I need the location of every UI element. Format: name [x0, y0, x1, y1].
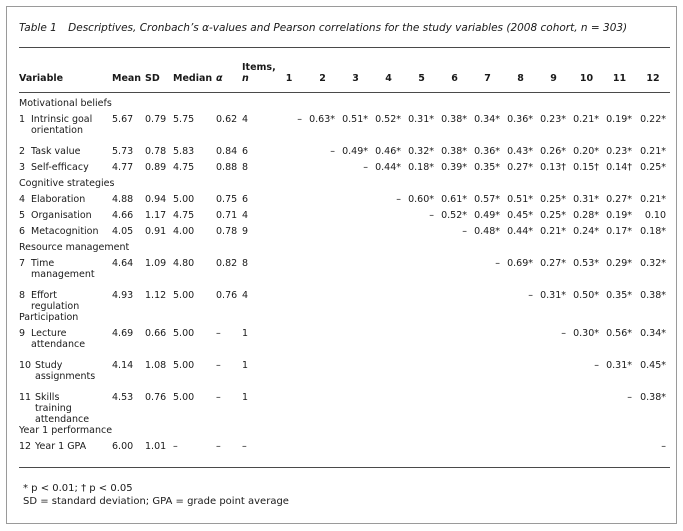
- table-row: [19, 290, 670, 312]
- variable-number: 4: [19, 194, 26, 205]
- corr-cell-7: [471, 441, 504, 457]
- items-cell: 6: [242, 146, 249, 157]
- corr-cell-8: [504, 328, 537, 360]
- correlation-table: [19, 62, 670, 457]
- corr-cell-11: 0.17*: [606, 226, 632, 237]
- table-row: [19, 328, 670, 360]
- footer-abbreviations: SD = standard deviation; GPA = grade point average: [23, 496, 289, 507]
- corr-cell-8: 0.36*: [507, 114, 533, 125]
- header-col-4: 4: [385, 73, 392, 84]
- corr-cell-12: 0.32*: [640, 258, 666, 269]
- corr-cell-9: 0.13†: [540, 162, 566, 173]
- corr-cell-5: –: [429, 210, 434, 221]
- items-cell: 8: [242, 258, 249, 269]
- corr-cell-8: [504, 441, 537, 457]
- header-col-12: 12: [646, 73, 660, 84]
- corr-cell-1: [272, 226, 306, 242]
- corr-cell-8: [504, 360, 537, 392]
- alpha-cell: 0.84: [216, 146, 238, 157]
- corr-cell-6: [438, 290, 471, 312]
- corr-cell-5: [405, 360, 438, 392]
- section-heading: Motivational beliefs: [19, 98, 112, 109]
- corr-cell-4: 0.46*: [375, 146, 401, 157]
- corr-cell-3: –: [363, 162, 368, 173]
- top-rule: [19, 47, 670, 48]
- corr-cell-6: 0.38*: [441, 114, 467, 125]
- corr-cell-10: [570, 441, 603, 457]
- corr-cell-3: [339, 392, 372, 425]
- corr-cell-6: [438, 441, 471, 457]
- section-row: [19, 242, 670, 258]
- corr-cell-4: [372, 360, 405, 392]
- corr-cell-2: [306, 290, 339, 312]
- corr-cell-1: [272, 210, 306, 226]
- median-cell: 5.00: [173, 328, 195, 339]
- sd-cell: 1.12: [145, 290, 167, 301]
- section-heading: Cognitive strategies: [19, 178, 115, 189]
- median-cell: 5.00: [173, 290, 195, 301]
- variable-cell: [19, 114, 112, 146]
- corr-cell-9: [537, 392, 570, 425]
- corr-cell-12: 0.21*: [640, 194, 666, 205]
- corr-cell-6: [438, 258, 471, 290]
- corr-cell-11: 0.31*: [606, 360, 632, 371]
- variable-name: Time management: [31, 258, 95, 280]
- corr-cell-10: 0.21*: [573, 114, 599, 125]
- corr-cell-12: 0.18*: [640, 226, 666, 237]
- header-col-2: 2: [319, 73, 326, 84]
- corr-cell-4: [372, 441, 405, 457]
- sd-cell: 0.78: [145, 146, 167, 157]
- variable-name: Study assignments: [35, 360, 96, 382]
- sd-cell: 1.08: [145, 360, 167, 371]
- items-cell: –: [242, 441, 247, 452]
- corr-cell-10: 0.50*: [573, 290, 599, 301]
- corr-cell-5: 0.18*: [408, 162, 434, 173]
- corr-cell-2: [306, 360, 339, 392]
- corr-cell-8: [504, 392, 537, 425]
- median-cell: 5.00: [173, 392, 195, 403]
- median-cell: –: [173, 441, 178, 452]
- section-row: [19, 312, 670, 328]
- corr-cell-7: 0.48*: [474, 226, 500, 237]
- variable-cell: [19, 210, 112, 226]
- variable-cell: [19, 290, 112, 312]
- corr-cell-4: –: [396, 194, 401, 205]
- corr-cell-9: –: [561, 328, 566, 339]
- corr-cell-5: 0.32*: [408, 146, 434, 157]
- variable-cell: [19, 360, 112, 392]
- sd-cell: 0.79: [145, 114, 167, 125]
- mean-cell: 6.00: [112, 441, 134, 452]
- corr-cell-6: 0.61*: [441, 194, 467, 205]
- corr-cell-12: 0.45*: [640, 360, 666, 371]
- variable-number: 1: [19, 114, 26, 125]
- corr-cell-10: 0.20*: [573, 146, 599, 157]
- items-cell: 1: [242, 360, 249, 371]
- corr-cell-3: 0.49*: [342, 146, 368, 157]
- items-cell: 4: [242, 290, 249, 301]
- table-row: [19, 392, 670, 425]
- corr-cell-12: 0.21*: [640, 146, 666, 157]
- corr-cell-5: 0.31*: [408, 114, 434, 125]
- alpha-cell: 0.75: [216, 194, 238, 205]
- corr-cell-2: [306, 258, 339, 290]
- header-sd: SD: [145, 73, 160, 84]
- header-col-7: 7: [484, 73, 491, 84]
- items-cell: 6: [242, 194, 249, 205]
- corr-cell-8: 0.44*: [507, 226, 533, 237]
- bottom-rule: [19, 467, 670, 468]
- corr-cell-11: 0.19*: [606, 210, 632, 221]
- variable-number: 3: [19, 162, 26, 173]
- header-col-3: 3: [352, 73, 359, 84]
- alpha-cell: –: [216, 360, 221, 371]
- corr-cell-11: 0.35*: [606, 290, 632, 301]
- corr-cell-1: [272, 258, 306, 290]
- alpha-cell: 0.88: [216, 162, 238, 173]
- corr-cell-7: [471, 328, 504, 360]
- corr-cell-10: 0.31*: [573, 194, 599, 205]
- corr-cell-1: [272, 146, 306, 162]
- median-cell: 4.75: [173, 162, 195, 173]
- corr-cell-6: [438, 392, 471, 425]
- median-cell: 4.75: [173, 210, 195, 221]
- corr-cell-10: –: [594, 360, 599, 371]
- table-body: [19, 88, 670, 457]
- corr-cell-9: 0.31*: [540, 290, 566, 301]
- corr-cell-11: 0.14†: [606, 162, 632, 173]
- corr-cell-9: 0.27*: [540, 258, 566, 269]
- corr-cell-4: 0.52*: [375, 114, 401, 125]
- corr-cell-6: 0.38*: [441, 146, 467, 157]
- variable-number: 2: [19, 146, 26, 157]
- variable-name: Skills training attendance: [35, 392, 90, 425]
- alpha-cell: 0.78: [216, 226, 238, 237]
- mean-cell: 4.14: [112, 360, 134, 371]
- corr-cell-7: 0.34*: [474, 114, 500, 125]
- mean-cell: 4.53: [112, 392, 134, 403]
- mean-cell: 4.93: [112, 290, 134, 301]
- header-mean: Mean: [112, 73, 142, 84]
- variable-number: 12: [19, 441, 32, 452]
- median-cell: 4.80: [173, 258, 195, 269]
- variable-cell: [19, 328, 112, 360]
- header-alpha: α: [216, 73, 223, 84]
- corr-cell-5: [405, 226, 438, 242]
- median-cell: 5.00: [173, 360, 195, 371]
- corr-cell-2: 0.63*: [309, 114, 335, 125]
- corr-cell-12: 0.10: [644, 210, 666, 221]
- variable-cell: [19, 194, 112, 210]
- items-cell: 4: [242, 114, 249, 125]
- corr-cell-5: [405, 441, 438, 457]
- corr-cell-11: 0.23*: [606, 146, 632, 157]
- variable-number: 9: [19, 328, 26, 339]
- corr-cell-8: 0.45*: [507, 210, 533, 221]
- corr-cell-1: [272, 441, 306, 457]
- footer-significance: * p < 0.01; † p < 0.05: [23, 483, 133, 494]
- sd-cell: 1.17: [145, 210, 167, 221]
- items-cell: 1: [242, 392, 249, 403]
- header-items-line2: n: [242, 73, 249, 84]
- corr-cell-7: [471, 392, 504, 425]
- corr-cell-9: 0.26*: [540, 146, 566, 157]
- header-col-11: 11: [612, 73, 627, 84]
- corr-cell-12: 0.38*: [640, 290, 666, 301]
- corr-cell-4: [372, 210, 405, 226]
- corr-cell-6: [438, 328, 471, 360]
- alpha-cell: 0.76: [216, 290, 238, 301]
- corr-cell-7: 0.49*: [474, 210, 500, 221]
- corr-cell-12: 0.22*: [640, 114, 666, 125]
- corr-cell-11: [603, 441, 636, 457]
- table-row: [19, 194, 670, 210]
- table-row: [19, 146, 670, 162]
- corr-cell-3: [339, 328, 372, 360]
- items-cell: 4: [242, 210, 249, 221]
- variable-number: 7: [19, 258, 26, 269]
- variable-name: Intrinsic goal orientation: [31, 114, 93, 136]
- median-cell: 4.00: [173, 226, 195, 237]
- section-heading: Participation: [19, 312, 79, 323]
- variable-number: 11: [19, 392, 32, 403]
- header-median: Median: [173, 73, 213, 84]
- corr-cell-3: 0.51*: [342, 114, 368, 125]
- corr-cell-12: 0.25*: [640, 162, 666, 173]
- table-footer: [23, 482, 289, 508]
- corr-cell-1: [272, 328, 306, 360]
- corr-cell-12: 0.38*: [640, 392, 666, 403]
- mean-cell: 5.73: [112, 146, 134, 157]
- corr-cell-10: 0.15†: [573, 162, 599, 173]
- variable-name: Self-efficacy: [31, 162, 89, 173]
- corr-cell-4: 0.44*: [375, 162, 401, 173]
- table-row: [19, 360, 670, 392]
- variable-cell: [19, 441, 112, 457]
- corr-cell-4: [372, 392, 405, 425]
- sd-cell: 0.89: [145, 162, 167, 173]
- variable-name: Lecture attendance: [31, 328, 86, 350]
- corr-cell-1: [272, 194, 306, 210]
- corr-cell-10: 0.24*: [573, 226, 599, 237]
- section-row: [19, 98, 670, 114]
- corr-cell-9: 0.25*: [540, 194, 566, 205]
- variable-name: Elaboration: [31, 194, 86, 205]
- corr-cell-11: 0.29*: [606, 258, 632, 269]
- corr-cell-5: [405, 328, 438, 360]
- variable-name: Year 1 GPA: [35, 441, 87, 452]
- variable-cell: [19, 392, 112, 425]
- corr-cell-2: [306, 226, 339, 242]
- alpha-cell: –: [216, 328, 221, 339]
- header-col-5: 5: [418, 73, 425, 84]
- header-col-1: 1: [285, 73, 293, 84]
- items-cell: 1: [242, 328, 249, 339]
- corr-cell-2: [306, 328, 339, 360]
- mean-cell: 4.05: [112, 226, 134, 237]
- corr-cell-6: [438, 360, 471, 392]
- variable-cell: [19, 226, 112, 242]
- caption-text: Descriptives, Cronbach’s α-values and Pearson correlations for the study variables (2008 cohort, n = 303): [68, 22, 628, 34]
- corr-cell-3: [339, 226, 372, 242]
- corr-cell-6: 0.52*: [441, 210, 467, 221]
- table-row: [19, 226, 670, 242]
- corr-cell-3: [339, 360, 372, 392]
- corr-cell-6: –: [462, 226, 467, 237]
- corr-cell-2: [306, 194, 339, 210]
- sd-cell: 0.94: [145, 194, 167, 205]
- corr-cell-7: 0.35*: [474, 162, 500, 173]
- corr-cell-9: 0.21*: [540, 226, 566, 237]
- corr-cell-3: [339, 258, 372, 290]
- mean-cell: 4.64: [112, 258, 134, 269]
- section-heading: Year 1 performance: [19, 425, 113, 436]
- corr-cell-6: 0.39*: [441, 162, 467, 173]
- corr-cell-1: [272, 360, 306, 392]
- variable-cell: [19, 162, 112, 178]
- corr-cell-12: –: [661, 441, 666, 452]
- median-cell: 5.83: [173, 146, 195, 157]
- corr-cell-3: [339, 290, 372, 312]
- corr-cell-10: 0.30*: [573, 328, 599, 339]
- median-cell: 5.75: [173, 114, 195, 125]
- header-col-9: 9: [550, 73, 557, 84]
- corr-cell-3: [339, 441, 372, 457]
- corr-cell-2: [306, 441, 339, 457]
- corr-cell-11: 0.27*: [606, 194, 632, 205]
- sd-cell: 0.91: [145, 226, 167, 237]
- corr-cell-5: [405, 392, 438, 425]
- corr-cell-2: [306, 392, 339, 425]
- corr-cell-8: –: [528, 290, 533, 301]
- corr-cell-5: [405, 258, 438, 290]
- corr-cell-2: –: [330, 146, 335, 157]
- table-row: [19, 114, 670, 146]
- mean-cell: 5.67: [112, 114, 134, 125]
- items-cell: 9: [242, 226, 249, 237]
- corr-cell-10: [570, 392, 603, 425]
- alpha-cell: –: [216, 392, 221, 403]
- header-col-8: 8: [517, 73, 524, 84]
- alpha-cell: 0.82: [216, 258, 238, 269]
- mean-cell: 4.77: [112, 162, 134, 173]
- corr-cell-1: –: [297, 114, 302, 125]
- corr-cell-9: 0.25*: [540, 210, 566, 221]
- header-items-line1: Items,: [242, 62, 276, 73]
- corr-cell-7: [471, 290, 504, 312]
- corr-cell-7: [471, 360, 504, 392]
- variable-cell: [19, 258, 112, 290]
- table-row: [19, 162, 670, 178]
- corr-cell-10: 0.28*: [573, 210, 599, 221]
- corr-cell-7: 0.36*: [474, 146, 500, 157]
- mean-cell: 4.66: [112, 210, 134, 221]
- variable-name: Organisation: [31, 210, 92, 221]
- header-variable: Variable: [19, 73, 64, 84]
- corr-cell-11: –: [627, 392, 632, 403]
- sd-cell: 0.76: [145, 392, 167, 403]
- corr-cell-3: [339, 210, 372, 226]
- corr-cell-5: [405, 290, 438, 312]
- corr-cell-2: [306, 162, 339, 178]
- alpha-cell: 0.71: [216, 210, 238, 221]
- variable-name: Metacognition: [31, 226, 99, 237]
- corr-cell-12: 0.34*: [640, 328, 666, 339]
- corr-cell-4: [372, 258, 405, 290]
- corr-cell-8: 0.43*: [507, 146, 533, 157]
- variable-name: Effort regulation: [31, 290, 80, 312]
- variable-name: Task value: [31, 146, 81, 157]
- variable-number: 6: [19, 226, 26, 237]
- table-row: [19, 258, 670, 290]
- corr-cell-4: [372, 290, 405, 312]
- corr-cell-1: [272, 392, 306, 425]
- mean-cell: 4.69: [112, 328, 134, 339]
- variable-number: 8: [19, 290, 26, 301]
- table-caption: [19, 22, 627, 34]
- header-items: [242, 62, 276, 88]
- corr-cell-7: 0.57*: [474, 194, 500, 205]
- corr-cell-11: 0.56*: [606, 328, 632, 339]
- corr-cell-4: [372, 226, 405, 242]
- corr-cell-9: [537, 441, 570, 457]
- corr-cell-8: 0.51*: [507, 194, 533, 205]
- corr-cell-5: 0.60*: [408, 194, 434, 205]
- variable-number: 10: [19, 360, 32, 371]
- header-row: [19, 62, 670, 88]
- corr-cell-4: [372, 328, 405, 360]
- sd-cell: 1.09: [145, 258, 167, 269]
- alpha-cell: 0.62: [216, 114, 238, 125]
- corr-cell-8: 0.69*: [507, 258, 533, 269]
- variable-number: 5: [19, 210, 26, 221]
- sd-cell: 1.01: [145, 441, 167, 452]
- section-row: [19, 425, 670, 441]
- section-heading: Resource management: [19, 242, 130, 253]
- corr-cell-1: [272, 162, 306, 178]
- corr-cell-8: 0.27*: [507, 162, 533, 173]
- mean-cell: 4.88: [112, 194, 134, 205]
- corr-cell-3: [339, 194, 372, 210]
- median-cell: 5.00: [173, 194, 195, 205]
- corr-cell-10: 0.53*: [573, 258, 599, 269]
- variable-cell: [19, 146, 112, 162]
- header-col-10: 10: [579, 73, 594, 84]
- corr-cell-11: 0.19*: [606, 114, 632, 125]
- corr-cell-2: [306, 210, 339, 226]
- corr-cell-9: 0.23*: [540, 114, 566, 125]
- section-row: [19, 178, 670, 194]
- table-row: [19, 210, 670, 226]
- alpha-cell: –: [216, 441, 221, 452]
- corr-cell-1: [272, 290, 306, 312]
- caption-label: Table 1: [19, 22, 57, 34]
- corr-cell-9: [537, 360, 570, 392]
- table-row: [19, 441, 670, 457]
- corr-cell-7: –: [495, 258, 500, 269]
- sd-cell: 0.66: [145, 328, 167, 339]
- items-cell: 8: [242, 162, 249, 173]
- header-col-6: 6: [451, 73, 458, 84]
